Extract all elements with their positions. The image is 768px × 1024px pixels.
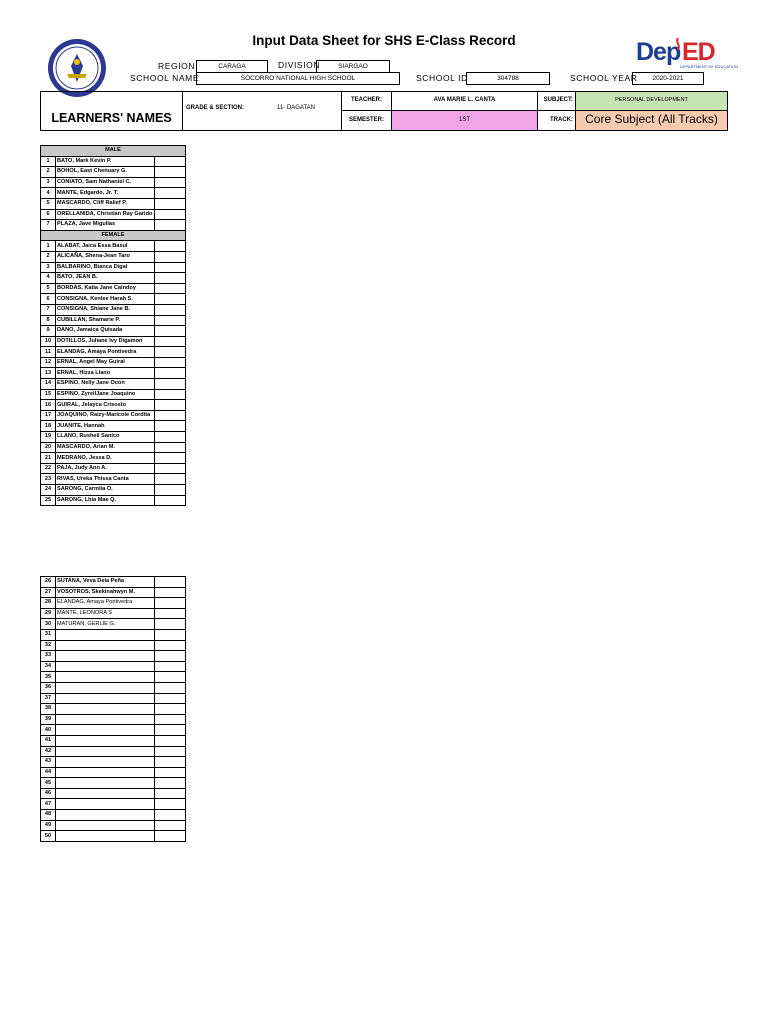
row-number: 36 [41,682,56,693]
table-row [41,421,186,432]
blank-cell[interactable] [155,315,186,326]
female-section-header [41,230,186,241]
learner-name-cell[interactable]: ESPINO, ZyrellJane Joaquino [56,389,155,400]
school-year-value[interactable]: 2020-2021 [632,72,704,85]
blank-cell[interactable] [155,357,186,368]
learner-name-cell[interactable]: ALICAÑA, Shena-Jean Taro [56,251,155,262]
row-number: 17 [41,410,56,421]
blank-cell[interactable] [155,379,186,390]
table-row [41,831,186,842]
learner-name-cell[interactable]: RIVAS, Ureka Thissa Canta [56,474,155,485]
learner-name-cell[interactable] [56,672,155,683]
subject-value[interactable]: PERSONAL DEVELOPMENT [575,92,727,111]
track-label: TRACK: [537,111,575,130]
row-number: 7 [41,220,56,231]
blank-cell[interactable] [155,778,186,789]
blank-cell[interactable] [155,283,186,294]
row-number: 42 [41,746,56,757]
learner-name-cell[interactable]: SARONG, Lhia Mae Q. [56,495,155,506]
blank-cell[interactable] [155,629,186,640]
row-number: 15 [41,389,56,400]
svg-text:Dep: Dep [636,38,681,66]
learner-name-cell[interactable]: ELANDAG, Amaya Pontivedra [56,347,155,358]
blank-cell[interactable] [155,474,186,485]
table-row [41,220,186,231]
table-row [41,495,186,506]
row-number: 40 [41,725,56,736]
row-number: 9 [41,326,56,337]
table-row [41,273,186,284]
blank-cell[interactable] [155,389,186,400]
table-row [41,577,186,588]
blank-cell[interactable] [155,347,186,358]
learner-name-cell[interactable]: SARONG, Carmila O. [56,485,155,496]
learners-table-continued [40,576,186,842]
school-name-value[interactable]: SOCORRO NATIONAL HIGH SCHOOL [196,72,400,85]
learner-name-cell[interactable]: PLAZA, Jave Migullas [56,220,155,231]
learner-name-cell[interactable]: CUBILLAN, Shamarie P. [56,315,155,326]
row-number: 5 [41,283,56,294]
row-number: 46 [41,788,56,799]
blank-cell[interactable] [155,156,186,167]
row-number: 12 [41,357,56,368]
learner-name-cell[interactable] [56,746,155,757]
table-row [41,608,186,619]
table-row [41,347,186,358]
row-number: 33 [41,651,56,662]
row-number: 31 [41,629,56,640]
row-number: 10 [41,336,56,347]
blank-cell[interactable] [155,463,186,474]
row-number: 8 [41,315,56,326]
row-number: 6 [41,209,56,220]
learner-name-cell[interactable] [56,714,155,725]
row-number: 25 [41,495,56,506]
learner-name-cell[interactable]: DANO, Jamaica Quisada [56,326,155,337]
learner-name-cell[interactable] [56,799,155,810]
region-value[interactable]: CARAGA [196,60,268,73]
blank-cell[interactable] [155,619,186,630]
table-row [41,463,186,474]
learner-name-cell[interactable]: ERNAL, Hizza Llano [56,368,155,379]
table-row [41,757,186,768]
male-section-header [41,146,186,157]
table-row [41,485,186,496]
blank-cell[interactable] [155,485,186,496]
learner-name-cell[interactable] [56,757,155,768]
deped-seal-logo [47,38,107,98]
row-number: 44 [41,767,56,778]
blank-cell[interactable] [155,167,186,178]
grade-section-value[interactable]: 11- DAGATAN [277,105,316,111]
subject-label: SUBJECT: [537,92,575,111]
table-row [41,262,186,273]
table-row [41,410,186,421]
table-row [41,188,186,199]
learners-names-heading: LEARNERS' NAMES [41,92,183,130]
row-number: 4 [41,273,56,284]
row-number: 34 [41,661,56,672]
blank-cell[interactable] [155,767,186,778]
table-row [41,389,186,400]
blank-cell[interactable] [155,432,186,443]
division-value[interactable]: SIARGAO [316,60,390,73]
table-row [41,209,186,220]
table-row [41,767,186,778]
learner-name-cell[interactable] [56,629,155,640]
table-row [41,640,186,651]
row-number: 29 [41,608,56,619]
blank-cell[interactable] [155,810,186,821]
blank-cell[interactable] [155,220,186,231]
blank-cell[interactable] [155,577,186,588]
row-number: 1 [41,241,56,252]
table-row [41,357,186,368]
table-row [41,432,186,443]
blank-cell[interactable] [155,304,186,315]
table-row [41,714,186,725]
row-number: 22 [41,463,56,474]
learner-name-cell[interactable]: ALABAT, Jaica Essa Basul [56,241,155,252]
row-number: 27 [41,587,56,598]
row-number: 3 [41,177,56,188]
blank-cell[interactable] [155,820,186,831]
row-number: 19 [41,432,56,443]
table-row [41,682,186,693]
learner-name-cell[interactable]: MATURAN, GERLIE G. [56,619,155,630]
learner-name-cell[interactable] [56,820,155,831]
semester-label: SEMESTER: [341,111,391,130]
row-number: 18 [41,421,56,432]
row-number: 2 [41,251,56,262]
blank-cell[interactable] [155,831,186,842]
learner-name-cell[interactable]: PAJA, Judy Ann A. [56,463,155,474]
learner-name-cell[interactable]: DOTILLOS, Juliane Ivy Digamon [56,336,155,347]
blank-cell[interactable] [155,294,186,305]
page-title: Input Data Sheet for SHS E-Class Record [252,33,516,48]
table-row [41,661,186,672]
learner-name-cell[interactable]: CONSIGNA, Kenlee Harah S. [56,294,155,305]
learner-name-cell[interactable]: BATO, JEAN B. [56,273,155,284]
division-label: DIVISION [278,60,321,70]
table-row [41,177,186,188]
row-number: 24 [41,485,56,496]
learner-name-cell[interactable]: BORDAS, Katia Jane Caindoy [56,283,155,294]
row-number: 11 [41,347,56,358]
row-number: 37 [41,693,56,704]
school-id-label: SCHOOL ID [416,73,468,83]
learner-name-cell[interactable]: MEDRANO, Jessa D. [56,453,155,464]
table-row [41,379,186,390]
learner-name-cell[interactable] [56,831,155,842]
blank-cell[interactable] [155,495,186,506]
blank-cell[interactable] [155,757,186,768]
blank-cell[interactable] [155,651,186,662]
table-row [41,368,186,379]
table-row [41,304,186,315]
table-row [41,672,186,683]
learner-name-cell[interactable] [56,778,155,789]
learner-name-cell[interactable]: VOSOTROS, Skekinahwyn M. [56,587,155,598]
row-number: 35 [41,672,56,683]
learner-name-cell[interactable] [56,788,155,799]
table-row [41,400,186,411]
row-number: 23 [41,474,56,485]
blank-cell[interactable] [155,368,186,379]
row-number: 6 [41,294,56,305]
row-number: 16 [41,400,56,411]
female-section-header-label: FEMALE [41,230,186,241]
learner-name-cell[interactable]: MANTE, Edgardo, Jr. T. [56,188,155,199]
table-row [41,326,186,337]
table-row [41,651,186,662]
learner-name-cell[interactable]: MANTE, LEONORA S [56,608,155,619]
learner-name-cell[interactable] [56,651,155,662]
table-row [41,619,186,630]
blank-cell[interactable] [155,672,186,683]
learner-name-cell[interactable]: ELANDAG, Amaya Pontivedra [56,598,155,609]
learner-name-cell[interactable] [56,810,155,821]
row-number: 41 [41,735,56,746]
teacher-label: TEACHER: [341,92,391,111]
table-row [41,453,186,464]
school-id-value[interactable]: 304788 [466,72,550,85]
region-label: REGION [158,61,196,71]
row-number: 13 [41,368,56,379]
table-row [41,746,186,757]
blank-cell[interactable] [155,799,186,810]
learner-name-cell[interactable] [56,767,155,778]
school-year-label: SCHOOL YEAR [570,73,638,83]
learner-name-cell[interactable]: ORELLANIDA, Christian Ray Garido [56,209,155,220]
row-number: 7 [41,304,56,315]
row-number: 49 [41,820,56,831]
blank-cell[interactable] [155,725,186,736]
deped-logo [634,34,739,70]
row-number: 32 [41,640,56,651]
table-row [41,294,186,305]
blank-cell[interactable] [155,682,186,693]
row-number: 43 [41,757,56,768]
learner-name-cell[interactable]: SUTANA, Veva Dela Peña [56,577,155,588]
learner-name-cell[interactable] [56,725,155,736]
learners-table [40,145,186,506]
learner-name-cell[interactable] [56,693,155,704]
row-number: 2 [41,167,56,178]
table-row [41,241,186,252]
row-number: 38 [41,704,56,715]
table-row [41,474,186,485]
blank-cell[interactable] [155,400,186,411]
blank-cell[interactable] [155,704,186,715]
class-info-table [40,91,728,131]
blank-cell[interactable] [155,421,186,432]
blank-cell[interactable] [155,746,186,757]
table-row [41,283,186,294]
blank-cell[interactable] [155,661,186,672]
male-section-header-label: MALE [41,146,186,157]
row-number: 45 [41,778,56,789]
table-row [41,156,186,167]
learner-name-cell[interactable] [56,735,155,746]
row-number: 21 [41,453,56,464]
track-value[interactable]: Core Subject (All Tracks) [575,111,727,130]
blank-cell[interactable] [155,453,186,464]
row-number: 30 [41,619,56,630]
blank-cell[interactable] [155,262,186,273]
blank-cell[interactable] [155,198,186,209]
table-row [41,788,186,799]
row-number: 28 [41,598,56,609]
blank-cell[interactable] [155,598,186,609]
blank-cell[interactable] [155,251,186,262]
learner-name-cell[interactable]: JUANITE, Hannah [56,421,155,432]
blank-cell[interactable] [155,587,186,598]
blank-cell[interactable] [155,640,186,651]
row-number: 50 [41,831,56,842]
learner-name-cell[interactable]: JOAQUINO, Raizy-Maricole Cordita [56,410,155,421]
learner-name-cell[interactable]: LLANO, Rusheil Sanico [56,432,155,443]
table-row [41,251,186,262]
blank-cell[interactable] [155,209,186,220]
blank-cell[interactable] [155,693,186,704]
grade-section-label: GRADE & SECTION: [186,105,245,111]
row-number: 26 [41,577,56,588]
learner-name-cell[interactable]: MASCARDO, Arian M. [56,442,155,453]
row-number: 4 [41,188,56,199]
blank-cell[interactable] [155,241,186,252]
learner-name-cell[interactable] [56,640,155,651]
table-row [41,587,186,598]
semester-value[interactable]: 1ST [391,111,537,130]
table-row [41,799,186,810]
learner-name-cell[interactable] [56,682,155,693]
row-number: 14 [41,379,56,390]
row-number: 20 [41,442,56,453]
table-row [41,629,186,640]
table-row [41,442,186,453]
table-row [41,810,186,821]
table-row [41,336,186,347]
learner-name-cell[interactable]: MASCARDO, Cliff Ralief P. [56,198,155,209]
learner-name-cell[interactable]: ESPINO, Nelly Jane Ocon [56,379,155,390]
table-row [41,725,186,736]
row-number: 48 [41,810,56,821]
blank-cell[interactable] [155,788,186,799]
blank-cell[interactable] [155,735,186,746]
table-row [41,315,186,326]
school-name-label: SCHOOL NAME [130,73,200,83]
row-number: 5 [41,198,56,209]
blank-cell[interactable] [155,410,186,421]
blank-cell[interactable] [155,336,186,347]
learner-name-cell[interactable] [56,704,155,715]
learner-name-cell[interactable]: BOHOL, East Chenuary G. [56,167,155,178]
blank-cell[interactable] [155,188,186,199]
svg-text:DEPARTMENT OF EDUCATION: DEPARTMENT OF EDUCATION [680,64,739,69]
svg-text:ED: ED [682,38,715,66]
blank-cell[interactable] [155,714,186,725]
learner-name-cell[interactable]: ERNAL, Angel May Guiral [56,357,155,368]
blank-cell[interactable] [155,326,186,337]
learner-name-cell[interactable]: GUIRAL, Jelayca Crisosto [56,400,155,411]
learner-name-cell[interactable] [56,661,155,672]
table-row [41,704,186,715]
table-row [41,167,186,178]
row-number: 1 [41,156,56,167]
table-row [41,693,186,704]
table-row [41,735,186,746]
table-row [41,598,186,609]
learner-name-cell[interactable]: BALBARINO, Bianca Digal [56,262,155,273]
blank-cell[interactable] [155,177,186,188]
row-number: 3 [41,262,56,273]
learner-name-cell[interactable]: CONIATO, Sam Nathaniel C. [56,177,155,188]
row-number: 47 [41,799,56,810]
teacher-value[interactable]: AVA MARIE L. CANTA [391,92,537,111]
learner-name-cell[interactable]: CONSIGNA, Shiane Jane B. [56,304,155,315]
blank-cell[interactable] [155,608,186,619]
blank-cell[interactable] [155,273,186,284]
table-row [41,820,186,831]
table-row [41,778,186,789]
table-row [41,198,186,209]
row-number: 39 [41,714,56,725]
learner-name-cell[interactable]: BATO, Mark Kevin P. [56,156,155,167]
blank-cell[interactable] [155,442,186,453]
